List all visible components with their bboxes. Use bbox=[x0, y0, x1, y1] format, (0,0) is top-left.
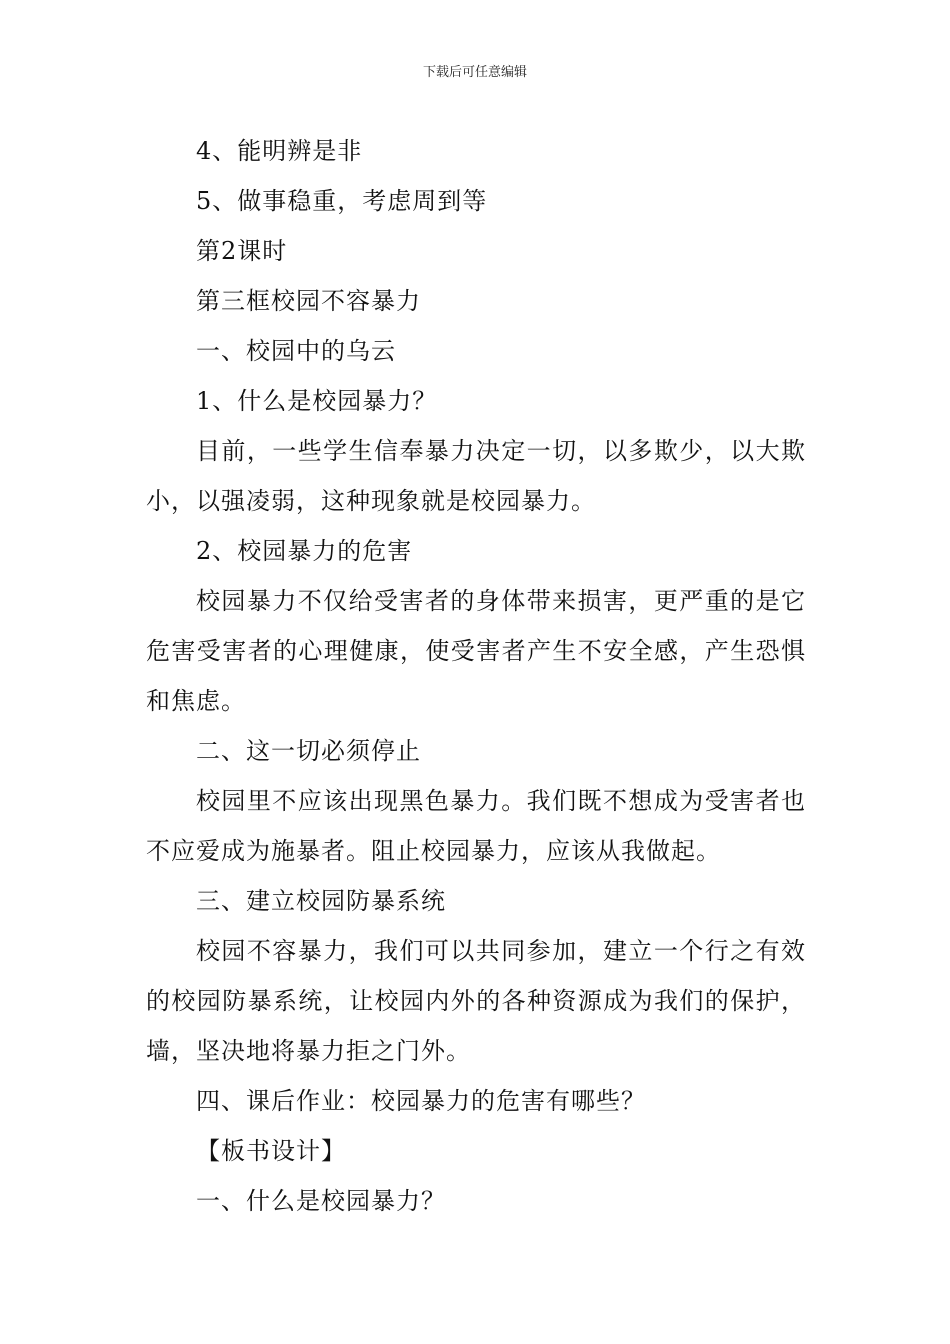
page-header: 下载后可任意编辑 bbox=[422, 65, 527, 80]
heading-part-4: 四、课后作业：校园暴力的危害有哪些？ bbox=[196, 1087, 646, 1115]
board-item-1: 一、什么是校园暴力？ bbox=[196, 1187, 446, 1215]
heading-part-1: 一、校园中的乌云 bbox=[196, 337, 396, 365]
lesson-heading: 第2课时 bbox=[196, 237, 288, 265]
heading-part-3: 三、建立校园防暴系统 bbox=[196, 887, 446, 915]
heading-part-2: 二、这一切必须停止 bbox=[196, 737, 421, 765]
paragraph-stop: 校园里不应该出现黑色暴力。我们既不想成为受害者也不应爱成为施暴者。阻止校园暴力，应该从我做起。 bbox=[146, 787, 806, 865]
board-design-heading: 【板书设计】 bbox=[196, 1137, 346, 1165]
paragraph-harm: 校园暴力不仅给受害者的身体带来损害，更严重的是它危害受害者的心理健康，使受害者产生不安全感，产生恐惧和焦虑。 bbox=[146, 587, 806, 715]
paragraph-definition: 目前，一些学生信奉暴力决定一切，以多欺少，以大欺小，以强凌弱，这种现象就是校园暴力。 bbox=[146, 437, 806, 515]
question-2: 2、校园暴力的危害 bbox=[196, 537, 413, 565]
section-title: 第三框校园不容暴力 bbox=[196, 287, 421, 315]
document-body bbox=[146, 126, 806, 1226]
list-item-4: 4、能明辨是非 bbox=[196, 137, 363, 165]
list-item-5: 5、做事稳重，考虑周到等 bbox=[196, 187, 488, 215]
question-1: 1、什么是校园暴力？ bbox=[196, 387, 438, 415]
paragraph-system: 校园不容暴力，我们可以共同参加，建立一个行之有效的校园防暴系统，让校园内外的各种资源成为我们的保护，墙，坚决地将暴力拒之门外。 bbox=[146, 937, 806, 1065]
